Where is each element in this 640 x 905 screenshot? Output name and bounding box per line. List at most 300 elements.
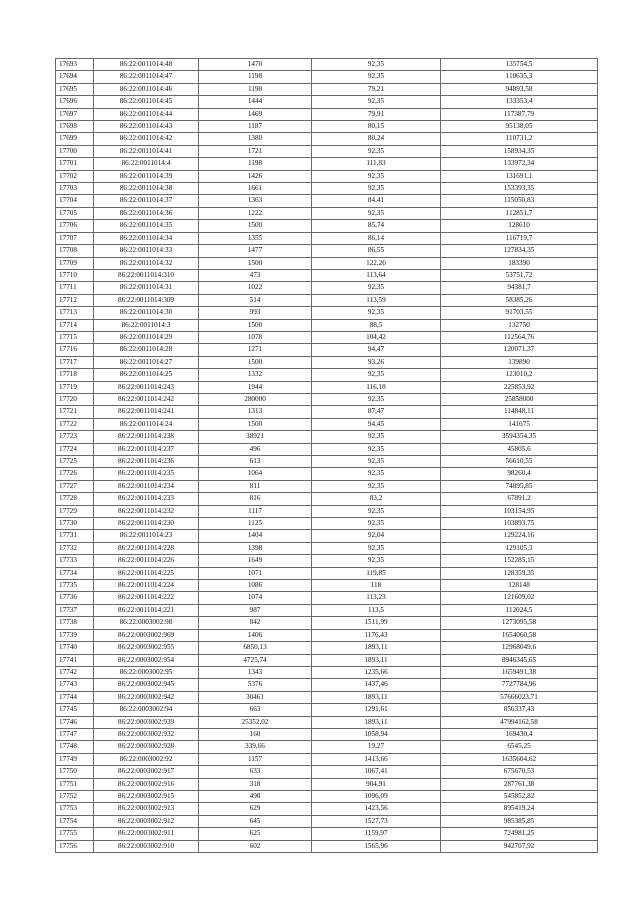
table-row (56, 815, 598, 827)
area-cell: 1198 (199, 71, 312, 83)
row-number-cell: 17742 (56, 666, 94, 678)
cadastral-number-cell: 86:22:0011014:25 (94, 369, 199, 381)
specific-value-cell: 83,2 (312, 493, 441, 505)
specific-value-cell: 1893,11 (312, 716, 441, 728)
specific-value-cell: 1291,61 (312, 704, 441, 716)
specific-value-cell: 92,35 (312, 456, 441, 468)
cadastral-value-cell: 117387,79 (441, 108, 598, 120)
cadastral-value-cell: 120071,37 (441, 344, 598, 356)
cadastral-number-cell: 86:22:0003002:92 (94, 753, 199, 765)
row-number-cell: 17708 (56, 245, 94, 257)
cadastral-value-cell: 57666023,71 (441, 691, 598, 703)
cadastral-value-cell: 287761,38 (441, 778, 598, 790)
cadastral-number-cell: 86:22:0003002:95 (94, 666, 199, 678)
cadastral-number-cell: 86:22:0011014:222 (94, 592, 199, 604)
cadastral-number-cell: 86:22:0003002:911 (94, 828, 199, 840)
area-cell: 1064 (199, 468, 312, 480)
cadastral-value-cell: 56610,55 (441, 456, 598, 468)
specific-value-cell: 92,35 (312, 443, 441, 455)
table-row (56, 183, 598, 195)
row-number-cell: 17733 (56, 555, 94, 567)
specific-value-cell: 94,45 (312, 418, 441, 430)
cadastral-value-cell: 12968049,6 (441, 642, 598, 654)
area-cell: 1470 (199, 59, 312, 71)
row-number-cell: 17709 (56, 257, 94, 269)
table-row (56, 220, 598, 232)
cadastral-value-cell: 58385,26 (441, 294, 598, 306)
table-row (56, 108, 598, 120)
row-number-cell: 17755 (56, 828, 94, 840)
row-number-cell: 17697 (56, 108, 94, 120)
specific-value-cell: 92,35 (312, 542, 441, 554)
specific-value-cell: 1067,41 (312, 766, 441, 778)
table-row (56, 580, 598, 592)
specific-value-cell: 92,35 (312, 518, 441, 530)
table-row (56, 542, 598, 554)
cadastral-number-cell: 86:22:0011014:221 (94, 604, 199, 616)
table-row (56, 518, 598, 530)
area-cell: 1157 (199, 753, 312, 765)
specific-value-cell: 88,5 (312, 319, 441, 331)
area-cell: 1444 (199, 96, 312, 108)
specific-value-cell: 79,91 (312, 108, 441, 120)
specific-value-cell: 92,04 (312, 530, 441, 542)
area-cell: 1406 (199, 629, 312, 641)
cadastral-number-cell: 86:22:0011014:226 (94, 555, 199, 567)
row-number-cell: 17744 (56, 691, 94, 703)
table-row (56, 642, 598, 654)
cadastral-value-cell: 129105,3 (441, 542, 598, 554)
cadastral-value-cell: 103893,75 (441, 518, 598, 530)
row-number-cell: 17732 (56, 542, 94, 554)
cadastral-number-cell: 86:22:0011014:33 (94, 245, 199, 257)
cadastral-number-cell: 86:22:0011014:28 (94, 344, 199, 356)
cadastral-number-cell: 86:22:0011014:47 (94, 71, 199, 83)
specific-value-cell: 92,35 (312, 393, 441, 405)
area-cell: 514 (199, 294, 312, 306)
cadastral-number-cell: 86:22:0011014:34 (94, 232, 199, 244)
specific-value-cell: 1058,94 (312, 728, 441, 740)
area-cell: 160 (199, 728, 312, 740)
table-body (56, 59, 598, 853)
cadastral-value-cell: 123010,2 (441, 369, 598, 381)
cadastral-value-cell: 112024,5 (441, 604, 598, 616)
cadastral-number-cell: 86:22:0011014:31 (94, 282, 199, 294)
table-row (56, 307, 598, 319)
row-number-cell: 17743 (56, 679, 94, 691)
cadastral-value-cell: 7727784,96 (441, 679, 598, 691)
area-cell: 498 (199, 790, 312, 802)
table-row (56, 431, 598, 443)
cadastral-number-cell: 86:22:0011014:35 (94, 220, 199, 232)
cadastral-value-cell: 153393,35 (441, 183, 598, 195)
table-row (56, 443, 598, 455)
cadastral-value-cell: 1635604,62 (441, 753, 598, 765)
cadastral-value-cell: 133972,34 (441, 158, 598, 170)
area-cell: 1071 (199, 567, 312, 579)
table-row (56, 778, 598, 790)
area-cell: 1500 (199, 257, 312, 269)
row-number-cell: 17726 (56, 468, 94, 480)
area-cell: 1022 (199, 282, 312, 294)
table-row (56, 604, 598, 616)
specific-value-cell: 84,41 (312, 195, 441, 207)
row-number-cell: 17713 (56, 307, 94, 319)
cadastral-value-cell: 6545,25 (441, 741, 598, 753)
cadastral-value-cell: 91703,55 (441, 307, 598, 319)
table-row (56, 617, 598, 629)
cadastral-number-cell: 86:22:0011014:29 (94, 331, 199, 343)
area-cell: 1944 (199, 381, 312, 393)
row-number-cell: 17719 (56, 381, 94, 393)
area-cell: 1198 (199, 83, 312, 95)
area-cell: 1398 (199, 542, 312, 554)
cadastral-value-cell: 45805,6 (441, 443, 598, 455)
row-number-cell: 17695 (56, 83, 94, 95)
area-cell: 4725,74 (199, 654, 312, 666)
cadastral-number-cell: 86:22:0011014:236 (94, 456, 199, 468)
row-number-cell: 17739 (56, 629, 94, 641)
area-cell: 1477 (199, 245, 312, 257)
cadastral-number-cell: 86:22:0003002:942 (94, 691, 199, 703)
cadastral-value-cell: 1273095,58 (441, 617, 598, 629)
row-number-cell: 17748 (56, 741, 94, 753)
table-row (56, 59, 598, 71)
row-number-cell: 17735 (56, 580, 94, 592)
area-cell: 1198 (199, 158, 312, 170)
row-number-cell: 17756 (56, 840, 94, 852)
specific-value-cell: 92,35 (312, 96, 441, 108)
row-number-cell: 17746 (56, 716, 94, 728)
row-number-cell: 17741 (56, 654, 94, 666)
row-number-cell: 17699 (56, 133, 94, 145)
specific-value-cell: 118 (312, 580, 441, 592)
cadastral-number-cell: 86:22:0011014:242 (94, 393, 199, 405)
cadastral-value-cell: 135754,5 (441, 59, 598, 71)
table-row (56, 245, 598, 257)
specific-value-cell: 79,21 (312, 83, 441, 95)
row-number-cell: 17703 (56, 183, 94, 195)
table-row (56, 803, 598, 815)
cadastral-value-cell: 139890 (441, 356, 598, 368)
cadastral-value-cell: 74895,85 (441, 480, 598, 492)
cadastral-value-cell: 53751,72 (441, 269, 598, 281)
cadastral-number-cell: 86:22:0011014:230 (94, 518, 199, 530)
row-number-cell: 17736 (56, 592, 94, 604)
area-cell: 1380 (199, 133, 312, 145)
area-cell: 613 (199, 456, 312, 468)
cadastral-value-cell: 225853,92 (441, 381, 598, 393)
row-number-cell: 17720 (56, 393, 94, 405)
table-row (56, 83, 598, 95)
row-number-cell: 17723 (56, 431, 94, 443)
cadastral-value-cell: 116719,7 (441, 232, 598, 244)
table-row (56, 555, 598, 567)
area-cell: 1355 (199, 232, 312, 244)
table-row (56, 331, 598, 343)
specific-value-cell: 92,35 (312, 480, 441, 492)
row-number-cell: 17727 (56, 480, 94, 492)
cadastral-number-cell: 86:22:0011014:237 (94, 443, 199, 455)
table-row (56, 530, 598, 542)
cadastral-value-cell: 127834,35 (441, 245, 598, 257)
table-row (56, 207, 598, 219)
cadastral-number-cell: 86:22:0011014:233 (94, 493, 199, 505)
area-cell: 663 (199, 704, 312, 716)
area-cell: 1500 (199, 418, 312, 430)
specific-value-cell: 92,35 (312, 170, 441, 182)
area-cell: 1500 (199, 319, 312, 331)
table-row (56, 592, 598, 604)
cadastral-number-cell: 86:22:0011014:23 (94, 530, 199, 542)
area-cell: 1313 (199, 406, 312, 418)
cadastral-number-cell: 86:22:0011014:46 (94, 83, 199, 95)
row-number-cell: 17738 (56, 617, 94, 629)
row-number-cell: 17728 (56, 493, 94, 505)
specific-value-cell: 1565,96 (312, 840, 441, 852)
area-cell: 1125 (199, 518, 312, 530)
area-cell: 1363 (199, 195, 312, 207)
area-cell: 1500 (199, 220, 312, 232)
area-cell: 1343 (199, 666, 312, 678)
area-cell: 629 (199, 803, 312, 815)
row-number-cell: 17730 (56, 518, 94, 530)
row-number-cell: 17749 (56, 753, 94, 765)
cadastral-value-cell: 985385,85 (441, 815, 598, 827)
table-row (56, 679, 598, 691)
table-row (56, 666, 598, 678)
cadastral-number-cell: 86:22:0003002:910 (94, 840, 199, 852)
specific-value-cell: 113,23 (312, 592, 441, 604)
cadastral-value-cell: 115050,83 (441, 195, 598, 207)
cadastral-value-cell: 3594354,35 (441, 431, 598, 443)
table-row (56, 344, 598, 356)
table-row (56, 145, 598, 157)
row-number-cell: 17715 (56, 331, 94, 343)
table-row (56, 418, 598, 430)
row-number-cell: 17725 (56, 456, 94, 468)
row-number-cell: 17754 (56, 815, 94, 827)
cadastral-value-cell: 98260,4 (441, 468, 598, 480)
table-row (56, 406, 598, 418)
area-cell: 1078 (199, 331, 312, 343)
cadastral-value-cell: 169430,4 (441, 728, 598, 740)
area-cell: 1426 (199, 170, 312, 182)
cadastral-number-cell: 86:22:0011014:44 (94, 108, 199, 120)
table-row (56, 741, 598, 753)
cadastral-number-cell: 86:22:0003002:916 (94, 778, 199, 790)
specific-value-cell: 122,26 (312, 257, 441, 269)
cadastral-value-cell: 545852,82 (441, 790, 598, 802)
table-row (56, 294, 598, 306)
specific-value-cell: 92,35 (312, 468, 441, 480)
cadastral-value-cell: 110731,2 (441, 133, 598, 145)
specific-value-cell: 1511,99 (312, 617, 441, 629)
specific-value-cell: 92,35 (312, 555, 441, 567)
row-number-cell: 17700 (56, 145, 94, 157)
cadastral-number-cell: 86:22:0011014:30 (94, 307, 199, 319)
cadastral-number-cell: 86:22:0011014:38 (94, 183, 199, 195)
cadastral-number-cell: 86:22:0011014:3 (94, 319, 199, 331)
cadastral-value-cell: 152285,15 (441, 555, 598, 567)
cadastral-number-cell: 86:22:0011014:36 (94, 207, 199, 219)
cadastral-number-cell: 86:22:0003002:969 (94, 629, 199, 641)
row-number-cell: 17698 (56, 121, 94, 133)
cadastral-value-cell: 131691,1 (441, 170, 598, 182)
table-row (56, 468, 598, 480)
specific-value-cell: 113,59 (312, 294, 441, 306)
table-row (56, 133, 598, 145)
table-row (56, 96, 598, 108)
cadastral-number-cell: 86:22:0011014:32 (94, 257, 199, 269)
specific-value-cell: 1423,56 (312, 803, 441, 815)
table-row (56, 393, 598, 405)
table-row (56, 691, 598, 703)
specific-value-cell: 1893,11 (312, 642, 441, 654)
row-number-cell: 17752 (56, 790, 94, 802)
table-row (56, 493, 598, 505)
cadastral-number-cell: 86:22:0003002:928 (94, 741, 199, 753)
cadastral-number-cell: 86:22:0003002:932 (94, 728, 199, 740)
area-cell: 1469 (199, 108, 312, 120)
cadastral-number-cell: 86:22:0011014:37 (94, 195, 199, 207)
row-number-cell: 17750 (56, 766, 94, 778)
area-cell: 816 (199, 493, 312, 505)
specific-value-cell: 80,15 (312, 121, 441, 133)
table-row (56, 480, 598, 492)
specific-value-cell: 113,5 (312, 604, 441, 616)
area-cell: 30461 (199, 691, 312, 703)
row-number-cell: 17704 (56, 195, 94, 207)
row-number-cell: 17753 (56, 803, 94, 815)
cadastral-value-cell: 128359,35 (441, 567, 598, 579)
table-row (56, 654, 598, 666)
cadastral-value-cell: 114848,11 (441, 406, 598, 418)
specific-value-cell: 92,35 (312, 207, 441, 219)
specific-value-cell: 92,35 (312, 59, 441, 71)
row-number-cell: 17694 (56, 71, 94, 83)
cadastral-number-cell: 86:22:0003002:945 (94, 679, 199, 691)
row-number-cell: 17747 (56, 728, 94, 740)
area-cell: 1271 (199, 344, 312, 356)
cadastral-value-cell: 95138,05 (441, 121, 598, 133)
specific-value-cell: 1235,66 (312, 666, 441, 678)
cadastral-number-cell: 86:22:0003002:915 (94, 790, 199, 802)
table-row (56, 716, 598, 728)
specific-value-cell: 86,14 (312, 232, 441, 244)
table-row (56, 840, 598, 852)
cadastral-value-cell: 724981,25 (441, 828, 598, 840)
area-cell: 811 (199, 480, 312, 492)
specific-value-cell: 92,35 (312, 145, 441, 157)
cadastral-number-cell: 86:22:0011014:39 (94, 170, 199, 182)
row-number-cell: 17745 (56, 704, 94, 716)
cadastral-number-cell: 86:22:0011014:48 (94, 59, 199, 71)
cadastral-value-cell: 47994162,58 (441, 716, 598, 728)
cadastral-value-table (55, 58, 598, 853)
row-number-cell: 17737 (56, 604, 94, 616)
cadastral-number-cell: 86:22:0003002:912 (94, 815, 199, 827)
area-cell: 1332 (199, 369, 312, 381)
specific-value-cell: 1176,43 (312, 629, 441, 641)
cadastral-value-cell: 895419,24 (441, 803, 598, 815)
cadastral-number-cell: 86:22:0011014:224 (94, 580, 199, 592)
cadastral-number-cell: 86:22:0011014:234 (94, 480, 199, 492)
row-number-cell: 17712 (56, 294, 94, 306)
row-number-cell: 17751 (56, 778, 94, 790)
area-cell: 318 (199, 778, 312, 790)
cadastral-value-cell: 8946345,65 (441, 654, 598, 666)
row-number-cell: 17731 (56, 530, 94, 542)
specific-value-cell: 94,47 (312, 344, 441, 356)
table-row (56, 282, 598, 294)
row-number-cell: 17729 (56, 505, 94, 517)
area-cell: 339,66 (199, 741, 312, 753)
specific-value-cell: 1893,11 (312, 691, 441, 703)
area-cell: 602 (199, 840, 312, 852)
specific-value-cell: 92,35 (312, 431, 441, 443)
specific-value-cell: 1437,46 (312, 679, 441, 691)
area-cell: 1661 (199, 183, 312, 195)
cadastral-value-cell: 1654060,58 (441, 629, 598, 641)
specific-value-cell: 113,64 (312, 269, 441, 281)
specific-value-cell: 1527,73 (312, 815, 441, 827)
area-cell: 6850,13 (199, 642, 312, 654)
table-row (56, 71, 598, 83)
specific-value-cell: 904,91 (312, 778, 441, 790)
cadastral-value-cell: 129224,16 (441, 530, 598, 542)
cadastral-value-cell: 141675 (441, 418, 598, 430)
area-cell: 645 (199, 815, 312, 827)
cadastral-value-cell: 112851,7 (441, 207, 598, 219)
table-row (56, 456, 598, 468)
table-row (56, 505, 598, 517)
table-row (56, 158, 598, 170)
table-row (56, 567, 598, 579)
cadastral-number-cell: 86:22:0003002:913 (94, 803, 199, 815)
cadastral-number-cell: 86:22:0003002:939 (94, 716, 199, 728)
area-cell: 1500 (199, 356, 312, 368)
row-number-cell: 17717 (56, 356, 94, 368)
specific-value-cell: 1893,11 (312, 654, 441, 666)
cadastral-value-cell: 856337,43 (441, 704, 598, 716)
specific-value-cell: 116,18 (312, 381, 441, 393)
cadastral-value-cell: 67891,2 (441, 493, 598, 505)
table-row (56, 369, 598, 381)
row-number-cell: 17722 (56, 418, 94, 430)
cadastral-number-cell: 86:22:0003002:954 (94, 654, 199, 666)
row-number-cell: 17701 (56, 158, 94, 170)
table-row (56, 121, 598, 133)
cadastral-value-cell: 128610 (441, 220, 598, 232)
area-cell: 1187 (199, 121, 312, 133)
specific-value-cell: 92,35 (312, 369, 441, 381)
table-row (56, 790, 598, 802)
area-cell: 496 (199, 443, 312, 455)
area-cell: 993 (199, 307, 312, 319)
cadastral-number-cell: 86:22:0003002:917 (94, 766, 199, 778)
cadastral-number-cell: 86:22:0011014:225 (94, 567, 199, 579)
area-cell: 1222 (199, 207, 312, 219)
table-row (56, 356, 598, 368)
specific-value-cell: 92,35 (312, 71, 441, 83)
cadastral-value-cell: 133353,4 (441, 96, 598, 108)
cadastral-value-cell: 132750 (441, 319, 598, 331)
cadastral-number-cell: 86:22:0011014:42 (94, 133, 199, 145)
area-cell: 38921 (199, 431, 312, 443)
area-cell: 633 (199, 766, 312, 778)
cadastral-value-cell: 94381,7 (441, 282, 598, 294)
